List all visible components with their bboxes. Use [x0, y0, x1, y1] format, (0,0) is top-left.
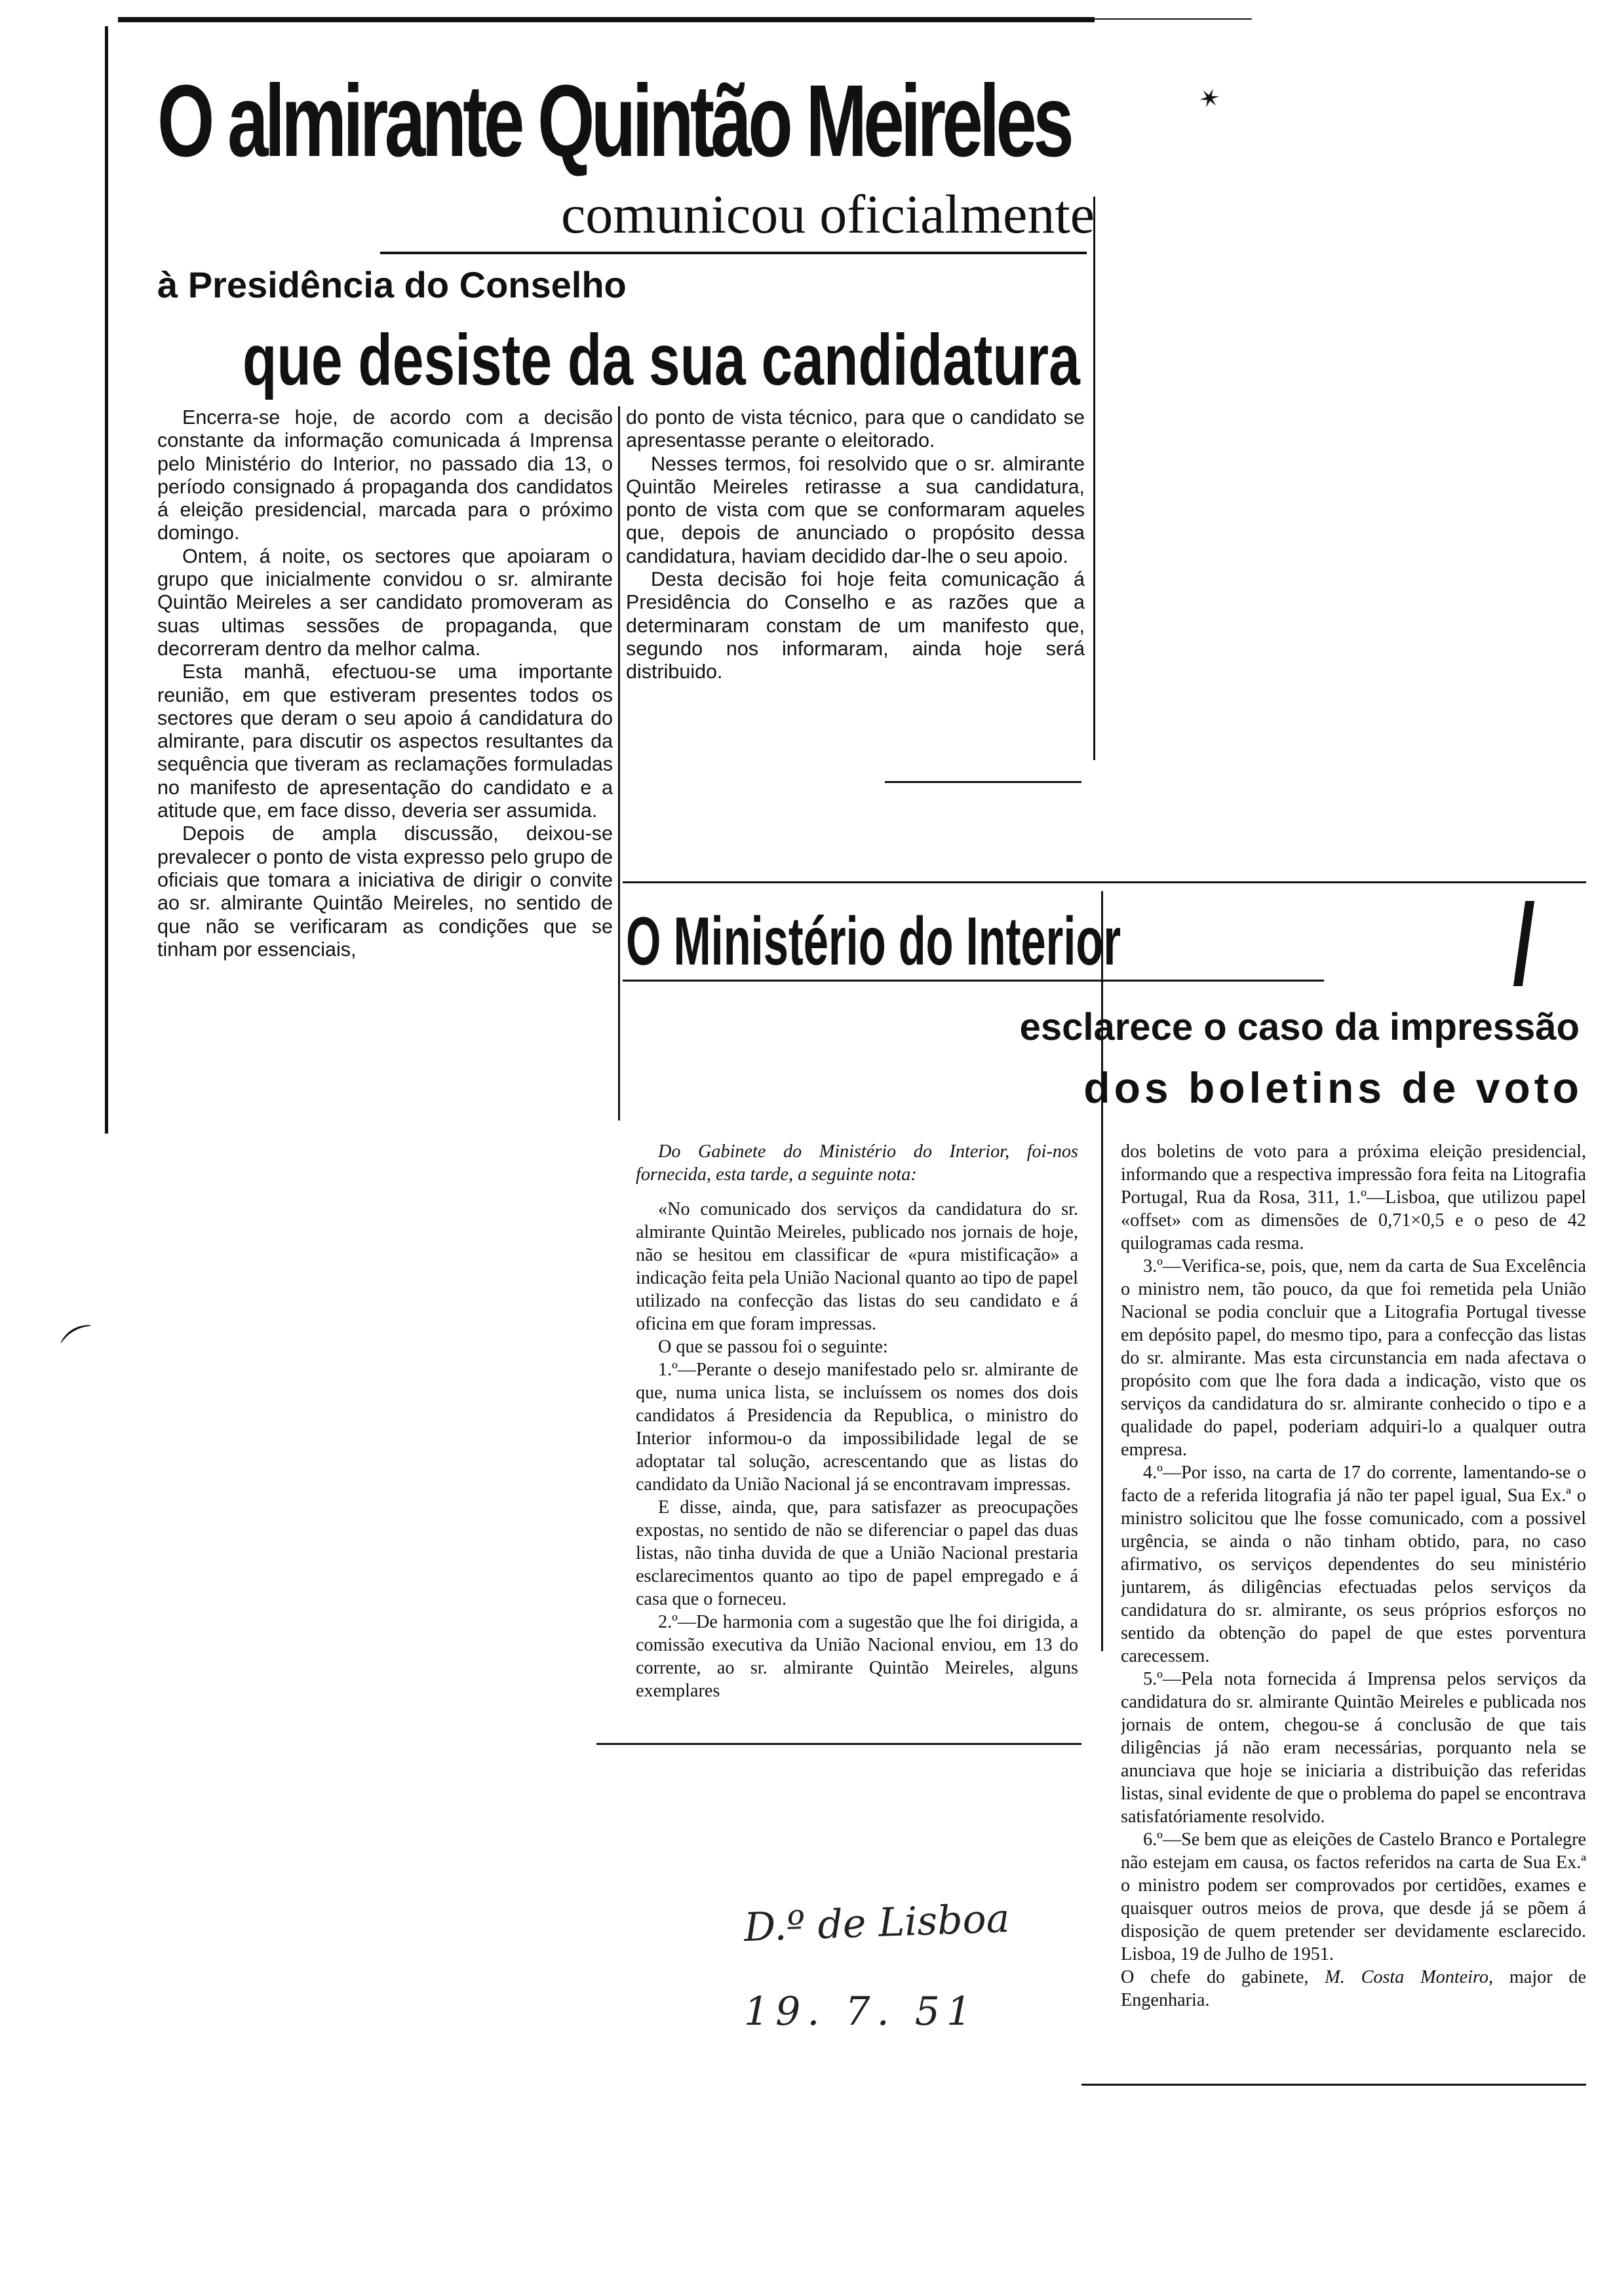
pen-stroke-icon: ⌒ [56, 1318, 108, 1371]
article1-subhead-3: que desiste da sua candidatura [243, 320, 1080, 400]
article2-top-rule [623, 881, 1586, 883]
article1-paragraph: do ponto de vista técnico, para que o candidato se apresentasse perante o eleitorado. [626, 406, 1085, 452]
left-border [105, 26, 108, 1134]
top-rule [118, 17, 1095, 22]
article1-paragraph: Ontem, á noite, os sectores que apoiaram o grupo que inicialmente convidou o sr. almirante Quintão Meireles a ser candidato promoveram as suas ultimas sessões de propaganda, que decorreram dentro da melhor calma. [157, 545, 613, 660]
signature-rank: major de Engenharia. [1121, 1967, 1586, 2010]
article1-subhead-2: à Presidência do Conselho [157, 264, 627, 305]
pen-slash-icon [1513, 901, 1534, 986]
handwritten-newspaper-name: D.º de Lisboa [743, 1895, 1011, 1951]
headline-rule [380, 252, 1087, 254]
article2-paragraph: 5.º—Pela nota fornecida á Imprensa pelos serviços da candidatura do sr. almirante Quintão Meireles e publicada nos jornais de ontem, chegou-se á conclusão de que tais diligências já não eram necessárias, porquanto nela se anunciava que hoje se iniciaria a distribuição das referidas listas, sinal evidente de que o problema do papel se encontrava satisfatóriamente resolvido. [1121, 1669, 1586, 1827]
article2-paragraph: «No comunicado dos serviços da candidatura do sr. almirante Quintão Meireles, publicado nos jornais de hoje, não se hesitou em classificar de «pura mistificação» a indicação feita pela União Nacional quanto ao tipo de papel utilizado na confecção das listas do seu candidato e á oficina em que foram impressas. [636, 1199, 1078, 1334]
end-mark [885, 781, 1081, 783]
column-divider [618, 406, 620, 1120]
article1-paragraph: Desta decisão foi hoje feita comunicação á Presidência do Conselho e as razões que a determinaram constam de um manifesto que, segundo nos informaram, ainda hoje será distribuido. [626, 568, 1085, 683]
article2-column-1 [636, 1140, 1078, 1746]
signature-role: O chefe do gabinete, [1121, 1967, 1309, 1987]
article2-paragraph: 1.º—Perante o desejo manifestado pelo sr. almirante de que, numa unica lista, se incluíssem os nomes dos dois candidatos á Presidencia da Republica, o ministro do Interior informou-o da impossibilidade legal de se adoptatar tal solução, acrescentando que as listas do candidato da União Nacional já se encontravam impressas. [636, 1360, 1078, 1495]
article2-subhead-2: dos boletins de voto [1083, 1063, 1583, 1112]
article1-column-1 [157, 406, 613, 1124]
article1-paragraph: Esta manhã, efectuou-se uma importante reunião, em que estiveram presentes todos os sectores que deram o seu apoio á candidatura do almirante, para discutir os aspectos resultantes da sequência que tiveram as reclamações formuladas no manifesto de apresentação do candidato e a atitude que, em face disso, deveria ser assumida. [157, 660, 613, 822]
article1-subhead-1: comunicou oficialmente [560, 184, 1095, 245]
article1-headline: O almirante Quintão Meireles [157, 64, 1070, 178]
article2-paragraph: 6.º—Se bem que as eleições de Castelo Branco e Portalegre não estejam em causa, os factos referidos na carta de Sua Ex.ª o ministro podem ser comprovados por certidões, exames e quaisquer outros meios de prova, que desde já se põem á disposição de quem pretender ser devidamente esclarecido. Lisboa, 19 de Julho de 1951. [1121, 1829, 1586, 1964]
article2-paragraph: dos boletins de voto para a próxima eleição presidencial, informando que a respectiva impressão fora feita na Litografia Portugal, Rua da Rosa, 311, 1.º—Lisboa, que utilizou papel «offset» com as dimensões de 0,71×0,5 e o peso de 42 quilogramas cada resma. [1121, 1141, 1586, 1253]
article2-intro: Do Gabinete do Ministério do Interior, foi-nos fornecida, esta tarde, a seguinte nota: [636, 1141, 1078, 1185]
col2-right-border [1093, 197, 1095, 760]
article2-subhead-1: esclarece o caso da impressão [1019, 1006, 1580, 1048]
article2-paragraph: O que se passou foi o seguinte: [658, 1337, 888, 1357]
article2-paragraph: 4.º—Por isso, na carta de 17 do corrente, lamentando-se o facto de a referida litografia já não ter papel igual, Sua Ex.ª o ministro solicitou que lhe fosse comunicado, com a possivel urgência, se ainda o não tinham obtido, para, no caso afirmativo, os serviços dependentes do seu ministério juntarem, ás diligências efectuadas pelos serviços da candidatura do sr. almirante, os seus próprios esforços no sentido da obtenção do papel de que estes porventura carecessem. [1121, 1463, 1586, 1666]
article2-bottom-rule [1081, 2084, 1586, 2086]
article1-paragraph: Nesses termos, foi resolvido que o sr. almirante Quintão Meireles retirasse a sua candidatura, ponto de vista com que se conformaram aqueles que, depois de anunciado o propósito dessa candidatura, haviam decidido dar-lhe o seu apoio. [626, 452, 1085, 567]
signature-name: M. Costa Monteiro, [1325, 1967, 1494, 1987]
article1-paragraph: Encerra-se hoje, de acordo com a decisão constante da informação comunicada á Imprensa pelo Ministério do Interior, no passado dia 13, o período consignado á propaganda dos candidatos á eleição presidencial, marcada para o próximo domingo. [157, 406, 613, 545]
article1-paragraph: Depois de ampla discussão, deixou-se prevalecer o ponto de vista expresso pelo grupo de oficiais que tomara a iniciativa de dirigir o convite ao sr. almirante Quintão Meireles, no sentido de que não se verificaram as condições que se tinham por essenciais, [157, 822, 613, 961]
top-rule-right [1095, 18, 1252, 20]
article2-paragraph: 2.º—De harmonia com a sugestão que lhe foi dirigida, a comissão executiva da União Nacional enviou, em 13 do corrente, ao sr. almirante Quintão Meireles, alguns exemplares [636, 1612, 1078, 1701]
article2-paragraph: 3.º—Verifica-se, pois, que, nem da carta de Sua Excelência o ministro nem, tão pouco, da que foi remetida pela União Nacional se podia concluir que a Litografia Portugal tivesse em depósito papel, do mesmo tipo, para a confecção das listas do sr. almirante. Mas esta circunstancia em nada afectava o propósito com que lhe fora dada a indicação, visto que os serviços da candidatura do sr. almirante conhecido o tipo e a qualidade do papel, poderiam adquiri-lo a qualquer outra empresa. [1121, 1256, 1586, 1460]
ink-speck-icon: ✶ [1194, 81, 1225, 117]
article2-headline-rule [623, 980, 1324, 982]
handwritten-date: 19. 7. 51 [744, 1989, 979, 2035]
article2-column-2 [1121, 1140, 1586, 2074]
article2-signature [1121, 1966, 1586, 2012]
article1-column-2 [626, 406, 1085, 760]
article2-headline: O Ministério do Interior [626, 904, 1121, 980]
article2-paragraph: E disse, ainda, que, para satisfazer as preocupações expostas, no sentido de não se diferenciar o papel das duas listas, não tinha duvida de que a União Nacional prestaria esclarecimentos quanto ao tipo de papel empregado e á casa que o forneceu. [636, 1497, 1078, 1609]
